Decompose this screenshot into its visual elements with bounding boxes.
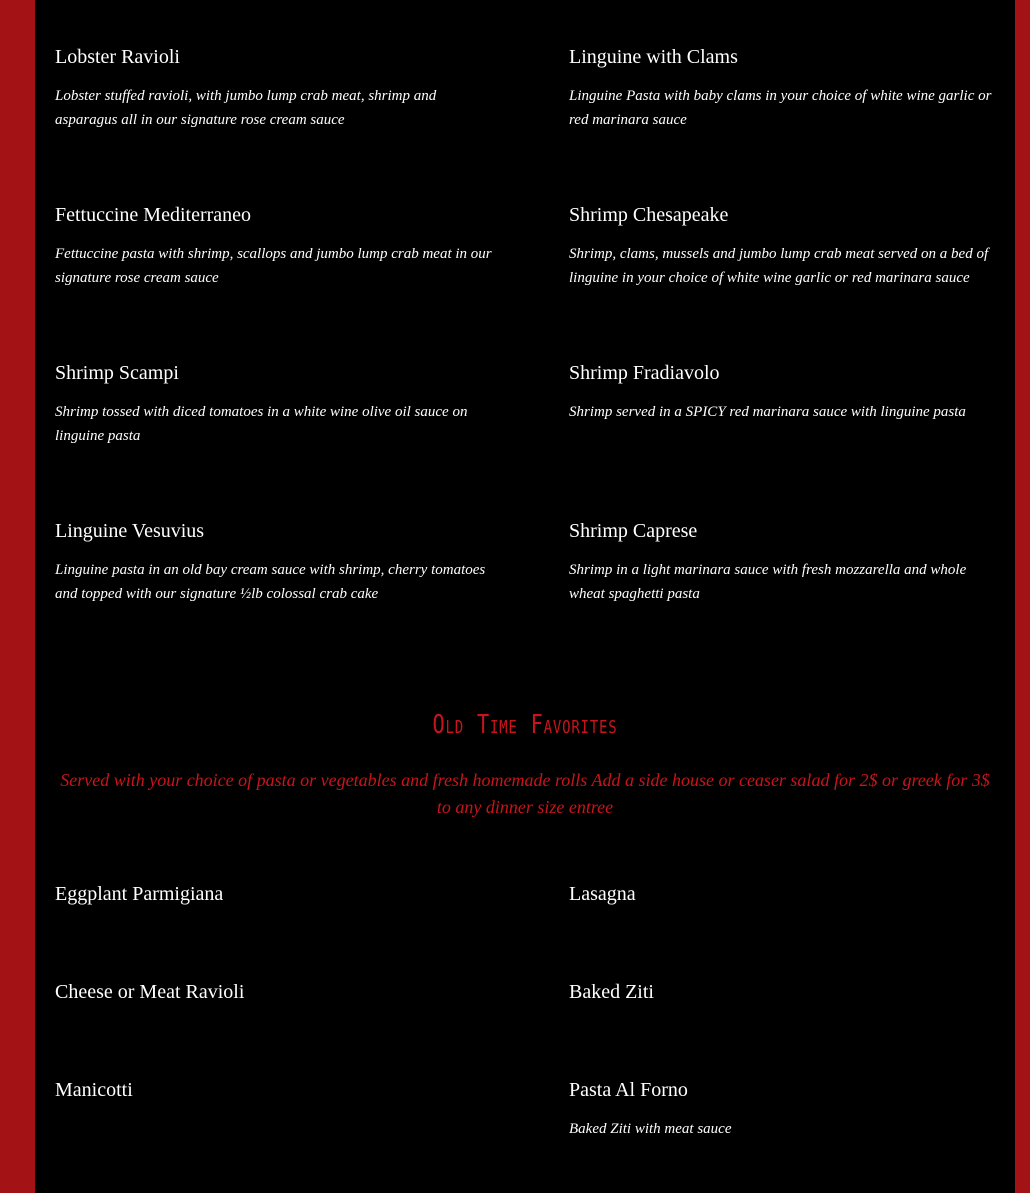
menu-item-name: Manicotti xyxy=(55,1079,133,1101)
menu-item-name: Lobster Ravioli xyxy=(55,46,180,68)
menu-item xyxy=(569,519,999,606)
menu-item xyxy=(569,203,999,290)
menu-item-description: Shrimp, clams, mussels and jumbo lump crab meat served on a bed of linguine in your choice of white wine garlic or red marinara sauce xyxy=(569,246,989,286)
menu-item-name: Shrimp Chesapeake xyxy=(569,204,729,226)
menu-item-name: Shrimp Scampi xyxy=(55,362,179,384)
menu-item xyxy=(55,980,495,1004)
menu-item xyxy=(55,203,495,290)
menu-item-description: Fettuccine pasta with shrimp, scallops and jumbo lump crab meat in our signature rose cream sauce xyxy=(55,246,492,286)
menu-item-name: Linguine Vesuvius xyxy=(55,520,205,542)
menu-item-description: Lobster stuffed ravioli, with jumbo lump crab meat, shrimp and asparagus all in our signature rose cream sauce xyxy=(55,88,437,128)
menu-item xyxy=(55,45,495,132)
menu-panel xyxy=(35,0,1015,1193)
menu-item-name: Shrimp Fradiavolo xyxy=(569,362,720,384)
menu-item xyxy=(569,980,999,1004)
menu-item-name: Cheese or Meat Ravioli xyxy=(55,981,245,1003)
menu-item-name: Eggplant Parmigiana xyxy=(55,883,224,905)
menu-item-description: Linguine Pasta with baby clams in your choice of white wine garlic or red marinara sauce xyxy=(569,88,992,128)
menu-item-name: Linguine with Clams xyxy=(569,46,738,68)
menu-item xyxy=(55,1078,495,1102)
menu-item-name: Shrimp Caprese xyxy=(569,520,698,542)
menu-item-name: Pasta Al Forno xyxy=(569,1079,688,1101)
menu-item-description: Baked Ziti with meat sauce xyxy=(569,1121,732,1137)
menu-item xyxy=(569,361,999,424)
menu-item xyxy=(569,45,999,132)
menu-item-description: Shrimp tossed with diced tomatoes in a white wine olive oil sauce on linguine pasta xyxy=(55,404,468,444)
menu-item-name: Lasagna xyxy=(569,883,636,905)
menu-item xyxy=(569,882,999,906)
menu-item-name: Fettuccine Mediterraneo xyxy=(55,204,252,226)
menu-item xyxy=(55,519,495,606)
menu-item xyxy=(569,1078,999,1141)
menu-item-name: Baked Ziti xyxy=(569,981,654,1003)
menu-item-description: Shrimp in a light marinara sauce with fresh mozzarella and whole wheat spaghetti pasta xyxy=(569,562,967,602)
menu-item-description: Shrimp served in a SPICY red marinara sauce with linguine pasta xyxy=(569,404,966,420)
menu-item xyxy=(55,882,495,906)
section-subtitle: Served with your choice of pasta or vegetables and fresh homemade rolls Add a side house or ceaser salad for 2$ or greek for 3$ to any dinner size entree xyxy=(60,770,990,817)
menu-item-description: Linguine pasta in an old bay cream sauce with shrimp, cherry tomatoes and topped with our signature ½lb colossal crab cake xyxy=(55,562,486,602)
menu-item xyxy=(55,361,495,448)
section-title: Old Time Favorites xyxy=(432,710,618,740)
